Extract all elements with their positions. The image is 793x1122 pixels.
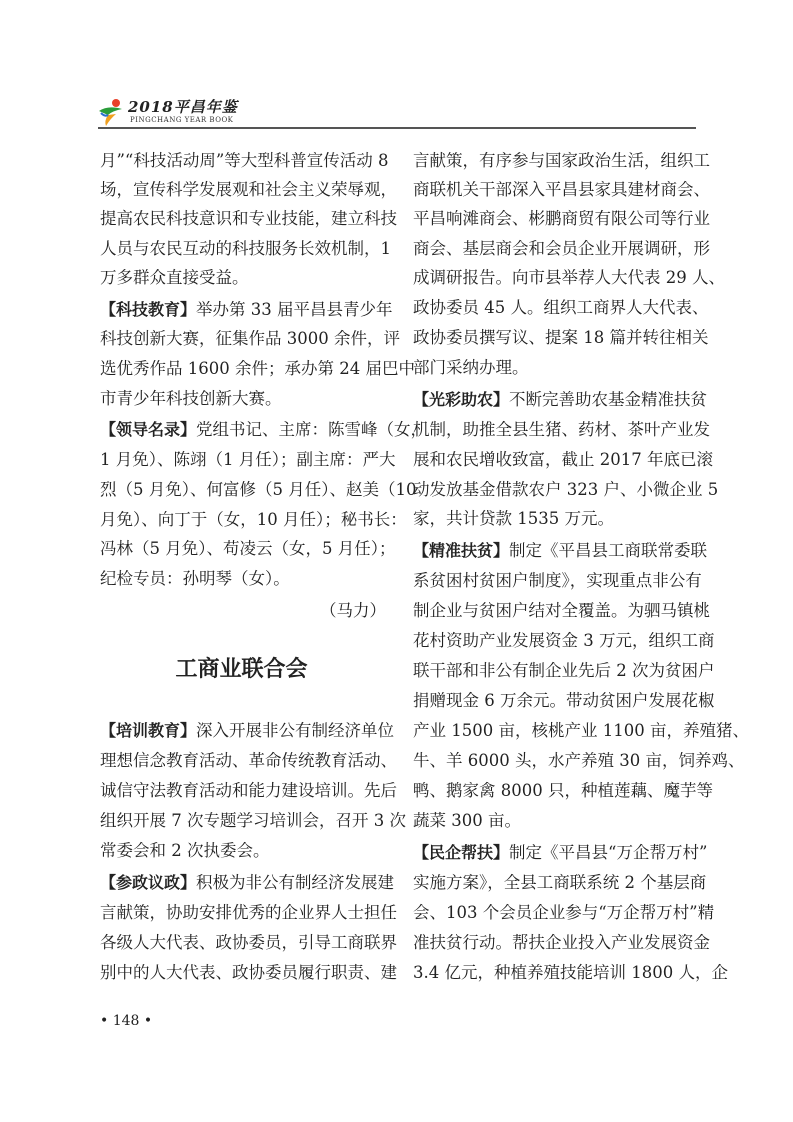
text-line: [100, 150, 389, 172]
paragraph-heading: 【培训教育】: [100, 721, 197, 740]
line-text: 党组书记、主席：陈雪峰（女，: [196, 420, 428, 439]
header-rule: [98, 127, 696, 129]
line-text: 制定《平昌县工商联常委联: [509, 541, 708, 560]
text-line: [413, 267, 725, 289]
text-line: [100, 267, 383, 289]
text-line: [100, 962, 397, 984]
paragraph-heading: 【民企帮扶】: [413, 843, 510, 862]
line-text: 万多群众直接受益。: [100, 268, 249, 287]
text-line: [100, 720, 395, 742]
line-text: 冯林（5 月免）、苟凌云（女，5 月任）；: [100, 539, 396, 558]
line-text: 实施方案》，全县工商联系统 2 个基层商: [413, 873, 707, 892]
line-text: 花村资助产业发展资金 3 万元，组织工商: [413, 631, 715, 650]
line-text: 科技创新大赛，征集作品 3000 余件，评: [100, 329, 400, 348]
line-text: 政协委员撰写议、提案 18 篇并转往相关: [413, 328, 709, 347]
text-line: [413, 479, 719, 501]
line-text: 系贫困村贫困户制度》，实现重点非公有: [413, 571, 702, 590]
text-line: [100, 568, 383, 590]
line-text: 准扶贫行动。帮扶企业投入产业发展资金: [413, 933, 710, 952]
line-text: 各级人大代表、政协委员，引导工商联界: [100, 933, 397, 952]
text-line: [413, 508, 697, 530]
text-line: [413, 297, 709, 319]
line-text: 制定《平昌县“万企帮万村”: [509, 843, 708, 862]
text-line: [413, 540, 708, 562]
line-text: 商会、基层商会和会员企业开展调研，形: [413, 239, 710, 258]
text-line: [413, 660, 715, 682]
line-text: 动发放基金借款农户 323 户、小微企业 5: [413, 480, 719, 499]
line-text: 1 月免）、陈翊（1 月任）；副主席：严大: [100, 450, 396, 469]
line-text: 家，共计贷款 1535 万元。: [413, 509, 614, 528]
page-number: • 148 •: [100, 1013, 153, 1029]
line-text: 机制，助推全县生猪、药材、茶叶产业发: [413, 420, 710, 439]
text-line: [413, 179, 710, 201]
line-text: 牛、羊 6000 头，水产养殖 30 亩，饲养鸡、: [413, 751, 745, 770]
yearbook-logo-icon: [96, 97, 126, 127]
paragraph-heading: 【参政议政】: [100, 873, 197, 892]
text-line: [100, 872, 395, 894]
text-line: [413, 780, 713, 802]
line-text: 举办第 33 届平昌县青少年: [196, 300, 393, 319]
line-text: 选优秀作品 1600 余件；承办第 24 届巴中: [100, 359, 415, 378]
header-title: 2018平昌年鉴: [128, 98, 238, 116]
line-text: 平昌响滩商会、彬鹏商贸有限公司等行业: [413, 209, 710, 228]
paragraph-heading: 【领导名录】: [100, 420, 197, 439]
line-text: 烈（5 月免）、何富修（5 月任）、赵美（10: [100, 480, 417, 499]
text-line: [100, 358, 415, 380]
text-line: [100, 299, 393, 321]
text-line: [413, 238, 710, 260]
paragraph-heading: 【光彩助农】: [413, 390, 510, 409]
section-title: 工商业联合会: [175, 656, 308, 682]
text-line: [413, 357, 697, 379]
line-text: 理想信念教育活动、革命传统教育活动、: [100, 751, 397, 770]
line-text: 捐赠现金 6 万余元。带动贫困户发展花椒: [413, 691, 715, 710]
text-line: [413, 570, 702, 592]
header-subtitle: PINGCHANG YEAR BOOK: [130, 116, 234, 124]
text-line: [100, 449, 396, 471]
line-text: 月”“科技活动周”等大型科普宣传活动 8: [100, 151, 389, 170]
line-text: 成调研报告。向市县举荐人大代表 29 人、: [413, 268, 725, 287]
line-text: 言献策，有序参与国家政治生活，组织工: [413, 151, 710, 170]
line-text: 人员与农民互动的科技服务长效机制，1: [100, 239, 391, 258]
text-line: [100, 509, 407, 531]
text-line: [100, 388, 383, 410]
line-text: 深入开展非公有制经济单位: [196, 721, 395, 740]
text-line: [100, 840, 383, 862]
text-line: [100, 902, 397, 924]
text-line: [100, 238, 391, 260]
text-line: [100, 179, 397, 201]
text-line: [413, 327, 709, 349]
line-text: 组织开展 7 次专题学习培训会，召开 3 次: [100, 811, 406, 830]
text-line: [413, 932, 710, 954]
line-text: 产业 1500 亩，核桃产业 1100 亩，养殖猪、: [413, 721, 749, 740]
text-line: [100, 538, 396, 560]
line-text: 部门采纳办理。: [413, 358, 529, 377]
text-line: [413, 690, 715, 712]
line-text: 联干部和非公有制企业先后 2 次为贫困户: [413, 661, 715, 680]
line-text: 鸭、鹅家禽 8000 只，种植莲藕、魔芋等: [413, 781, 713, 800]
line-text: 别中的人大代表、政协委员履行职责、建: [100, 963, 397, 982]
text-line: [100, 810, 406, 832]
text-line: [413, 962, 728, 984]
text-line: [100, 479, 417, 501]
line-text: 蔬菜 300 亩。: [413, 811, 521, 830]
line-text: 场，宣传科学发展观和社会主义荣辱观，: [100, 180, 397, 199]
text-line: [100, 750, 397, 772]
paragraph-heading: 【科技教育】: [100, 300, 197, 319]
text-line: [413, 872, 707, 894]
text-line: [413, 600, 710, 622]
author-credit: （马力）: [320, 601, 386, 620]
line-text: 商联机关干部深入平昌县家具建材商会、: [413, 180, 710, 199]
text-line: [100, 780, 397, 802]
text-line: [100, 419, 428, 441]
line-text: 3.4 亿元，种植养殖技能培训 1800 人，企: [413, 963, 728, 982]
text-line: [413, 150, 710, 172]
text-line: [413, 630, 715, 652]
text-line: [100, 328, 400, 350]
text-line: [413, 419, 710, 441]
line-text: 积极为非公有制经济发展建: [196, 873, 395, 892]
line-text: 制企业与贫困户结对全覆盖。为驷马镇桃: [413, 601, 710, 620]
text-line: [413, 902, 715, 924]
line-text: 常委会和 2 次执委会。: [100, 841, 270, 860]
text-line: [413, 842, 708, 864]
text-line: [413, 449, 713, 471]
paragraph-heading: 【精准扶贫】: [413, 541, 510, 560]
text-line: [413, 208, 710, 230]
line-text: 诚信守法教育活动和能力建设培训。先后: [100, 781, 397, 800]
text-line: [413, 720, 749, 742]
line-text: 会、103 个会员企业参与“万企帮万村”精: [413, 903, 715, 922]
text-line: [413, 750, 745, 772]
text-line: [413, 389, 708, 411]
line-text: 纪检专员：孙明琴（女）。: [100, 569, 290, 588]
text-line: [100, 208, 397, 230]
line-text: 市青少年科技创新大赛。: [100, 389, 282, 408]
text-line: [100, 932, 397, 954]
line-text: 言献策，协助安排优秀的企业界人士担任: [100, 903, 397, 922]
line-text: 提高农民科技意识和专业技能，建立科技: [100, 209, 397, 228]
text-line: [413, 810, 697, 832]
line-text: 不断完善助农基金精准扶贫: [509, 390, 708, 409]
line-text: 政协委员 45 人。组织工商界人大代表、: [413, 298, 709, 317]
line-text: 展和农民增收致富，截止 2017 年底已滚: [413, 450, 713, 469]
line-text: 月免）、向丁于（女，10 月任）；秘书长：: [100, 510, 407, 529]
